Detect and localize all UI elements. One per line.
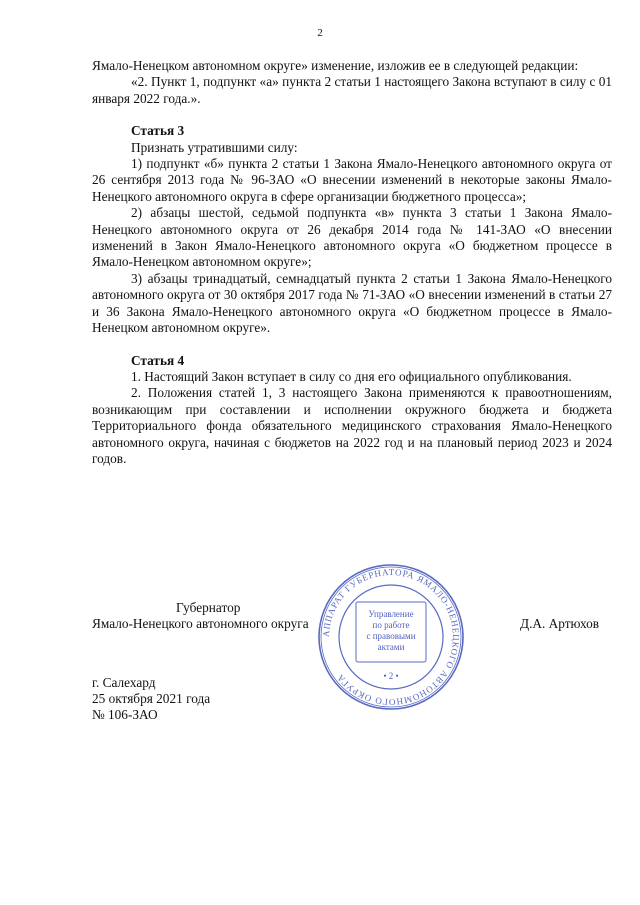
paragraph-continuation: Ямало-Ненецком автономном округе» изменение, изложив ее в следующей редакции: [92,58,579,73]
stamp-outer-text: АППАРАТ ГУБЕРНАТОРА ЯМАЛО-НЕНЕЦКОГО АВТОНОМНОГО ОКРУГА [320,566,462,708]
article-3-item-3: 3) абзацы тринадцатый, семнадцатый пункта 2 статьи 1 Закона Ямало-Ненецкого автономного округа от 30 октября 2017 года № 71-ЗАО «О внесении изменений в статьи 27 и 36 Закона Ямало-Ненецкого автономного округа «О бюджетном процессе в Ямало-Ненецком автономном округе». [92,270,612,336]
place-of-signing: г. Салехард [92,675,156,690]
article-4-item-1: 1. Настоящий Закон вступает в силу со дня его официального опубликования. [131,368,572,384]
signing-date: 25 октября 2021 года [92,691,211,706]
article-4-item-2: 2. Положения статей 1, 3 настоящего Закона применяются к правоотношениям, возникающим при составлении и исполнении окружного бюджета и бюджета Территориального фонда обязательного медицинского страхования Ямало-Ненецкого автономного округа, начиная с бюджетов на 2022 год и на плановый период 2023 и 2024 годов. [92,385,612,466]
article-4-heading: Статья 4 [131,352,185,368]
article-3-item-2: 2) абзацы шестой, седьмой подпункта «в» пункта 3 статьи 1 Закона Ямало-Ненецкого автономного округа от 26 декабря 2014 года № 141-ЗАО «О внесении изменений в Закон Ямало-Ненецкого автономного округа «О бюджетном процессе в Ямало-Ненецком автономном округе»; [92,205,612,270]
stamp-line-2: по работе [372,620,410,630]
article-3-item-1: 1) подпункт «б» пункта 2 статьи 1 Закона Ямало-Ненецкого автономного округа от 26 сентября 2013 года № 96-ЗАО «О внесении изменений в некоторые законы Ямало-Ненецкого автономного округа в сфере организации бюджетного процесса»; [92,156,612,204]
document-body [92,58,612,467]
stamp-line-4: актами [377,642,405,652]
stamp-bottom-mark: • 2 • [383,671,399,681]
article-3-intro: Признать утратившими силу: [131,139,298,155]
stamp-line-3: с правовыми [366,631,416,641]
stamp-line-1: Управление [368,609,414,619]
paragraph-amendment: «2. Пункт 1, подпункт «а» пункта 2 статьи 1 настоящего Закона вступают в силу с 01 января 2022 года.». [92,74,612,106]
law-number: № 106-ЗАО [92,707,158,722]
signature-title: Губернатор [176,600,241,615]
page-number: 2 [317,27,323,39]
signatory-name: Д.А. Артюхов [520,616,600,631]
official-stamp [316,562,466,712]
signature-region: Ямало-Ненецкого автономного округа [92,616,309,631]
article-3-heading: Статья 3 [131,123,185,139]
